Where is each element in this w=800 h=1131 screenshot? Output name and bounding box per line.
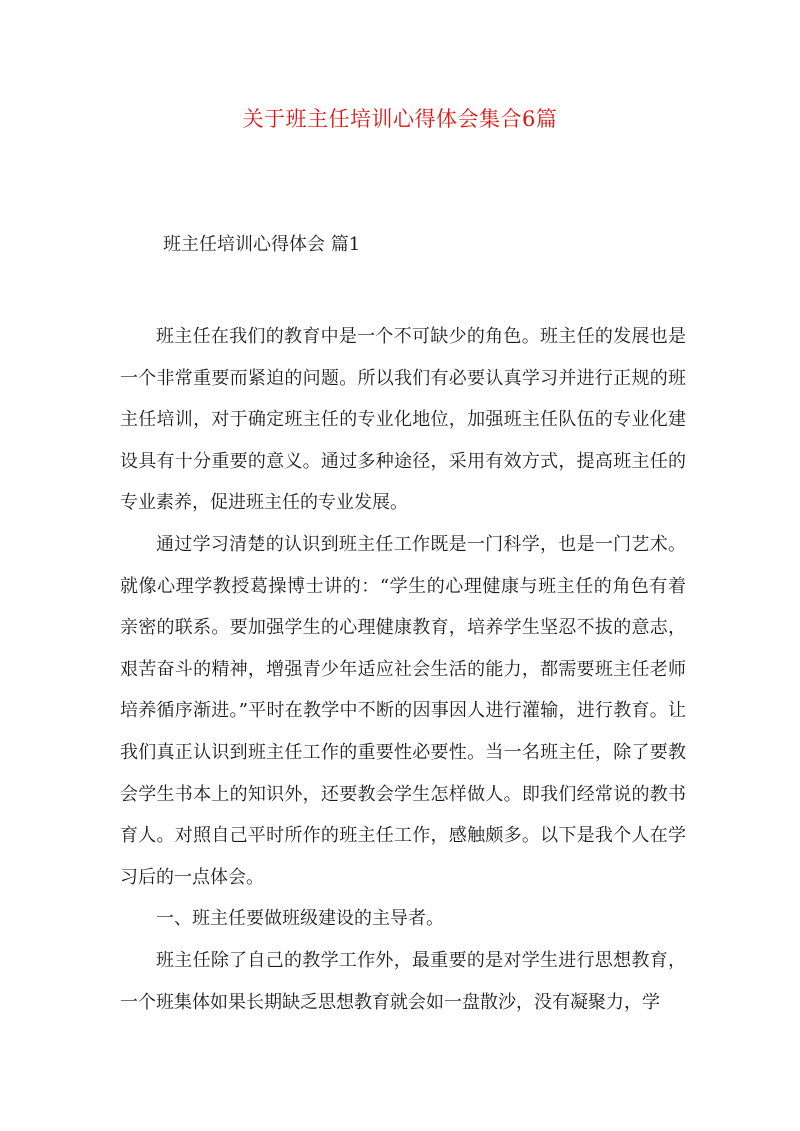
document-title: 关于班主任培训心得体会集合6篇 [242, 107, 558, 131]
section-heading: 班主任培训心得体会 篇1 [163, 234, 361, 255]
paragraph: 通过学习清楚的认识到班主任工作既是一门科学，也是一门艺术。就像心理学教授葛操博士讲的：“学生的心理健康与班主任的角色有着亲密的联系。要加强学生的心理健康教育，培养学生坚忍不拔的意志，艰苦奋斗的精神，增强青少年适应社会生活的能力，都需要班主任老师培养循序渐进。”平时在教学中不断的因事因人进行灌输，进行教育。让我们真正认识到班主任工作的重要性必要性。当一名班主任，除了要教会学生书本上的知识外，还要教会学生怎样做人。即我们经常说的教书育人。对照自己平时所作的班主任工作，感触颇多。以下是我个人在学习后的一点体会。 [120, 533, 686, 888]
paragraph: 班主任除了自己的教学工作外，最重要的是对学生进行思想教育，一个班集体如果长期缺乏思想教育就会如一盘散沙，没有凝聚力，学 [120, 949, 686, 1013]
document-body [120, 316, 686, 1023]
paragraph: 一、班主任要做班级建设的主导者。 [156, 908, 444, 930]
paragraph: 班主任在我们的教育中是一个不可缺少的角色。班主任的发展也是一个非常重要而紧迫的问题。所以我们有必要认真学习并进行正规的班主任培训，对于确定班主任的专业化地位，加强班主任队伍的专业化建设具有十分重要的意义。通过多种途径，采用有效方式，提高班主任的专业素养，促进班主任的专业发展。 [120, 326, 686, 514]
